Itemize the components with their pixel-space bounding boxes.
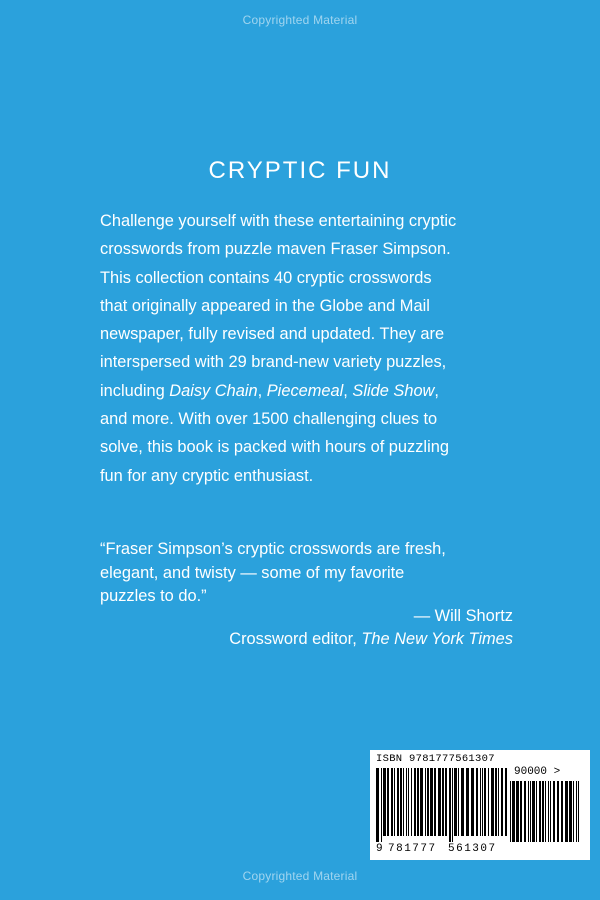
barcode-bar — [471, 768, 474, 836]
barcode-bar — [530, 781, 531, 842]
barcode-bar — [557, 781, 559, 842]
blurb-line: This collection contains 40 cryptic crosswords — [100, 268, 432, 287]
barcode-bar — [548, 781, 549, 842]
barcode-bar — [434, 768, 436, 836]
barcode-bar — [488, 768, 489, 836]
barcode-bar — [520, 781, 522, 842]
barcode-bar — [408, 768, 409, 836]
puzzle-title-daisy-chain: Daisy Chain — [169, 381, 258, 400]
barcode-bar — [550, 781, 551, 842]
book-title: CRYPTIC FUN — [208, 157, 392, 184]
barcode-bar — [495, 768, 497, 836]
barcode-bar — [569, 781, 572, 842]
barcode-bar — [545, 781, 546, 842]
barcode-bar — [505, 768, 507, 836]
role-publication: The New York Times — [361, 630, 513, 648]
barcode-bar — [578, 781, 579, 842]
barcode-bar — [536, 781, 537, 842]
ean13-bars — [376, 768, 508, 842]
blurb-line: crosswords from puzzle maven Fraser Simpson. — [100, 240, 451, 259]
barcode-bar — [482, 768, 483, 836]
barcode-bar — [427, 768, 429, 836]
barcode-bar — [425, 768, 426, 836]
barcode-bar — [376, 768, 379, 842]
barcode-bar — [458, 768, 459, 836]
barcode-bar — [414, 768, 416, 836]
barcode-bar — [510, 781, 511, 842]
blurb-line-puzzle-titles — [100, 377, 530, 405]
barcode-bar — [397, 768, 399, 836]
barcode-bar — [417, 768, 419, 836]
barcode-bar — [512, 781, 515, 842]
barcode-bar — [524, 781, 526, 842]
barcode-bar — [498, 768, 499, 836]
barcode-digits — [376, 843, 508, 855]
blurb-line: newspaper, fully revised and updated. They are — [100, 325, 445, 344]
barcode-bar — [480, 768, 481, 836]
barcode-bar — [394, 768, 395, 836]
barcode-bar — [561, 781, 563, 842]
barcode-bar — [461, 768, 464, 836]
blurb-line: fun for any cryptic enthusiast. — [100, 466, 314, 485]
isbn-label: ISBN 9781777561307 — [376, 753, 495, 765]
barcode-bar — [400, 768, 402, 836]
blurb-line: solve, this book is packed with hours of puzzling — [100, 438, 449, 457]
digit-group-right: 561307 — [448, 843, 497, 855]
barcode-bar — [528, 781, 529, 842]
quote-line: puzzles to do.” — [100, 587, 207, 605]
barcode-bar — [516, 781, 519, 842]
barcode-bar — [387, 768, 389, 836]
quote-line: “Fraser Simpson’s cryptic crosswords are fresh, — [100, 540, 446, 558]
barcode-bar — [484, 768, 486, 836]
blurb-line: interspersed with 29 brand-new variety puzzles, — [100, 353, 447, 372]
barcode-bar — [420, 768, 423, 836]
digit-group-left: 781777 — [388, 843, 437, 855]
barcode-bar — [411, 768, 412, 836]
barcode-bar — [391, 768, 393, 836]
quote-line: elegant, and twisty — some of my favorite — [100, 563, 405, 582]
quote-author: — Will Shortz — [413, 607, 513, 625]
blurb-line: Challenge yourself with these entertaining cryptic — [100, 212, 457, 230]
role-prefix: Crossword editor, — [229, 630, 362, 648]
digit-first: 9 — [376, 843, 383, 855]
blurb-separator: , — [343, 381, 353, 400]
description-blurb — [100, 207, 530, 490]
barcode-bar — [491, 768, 494, 836]
barcode-bar — [454, 768, 457, 836]
barcode-bar — [565, 781, 568, 842]
blurb-suffix: , — [434, 381, 439, 400]
watermark-top: Copyrighted Material — [242, 13, 358, 27]
endorsement-quote — [100, 538, 530, 609]
barcode-bar — [383, 768, 386, 836]
addon-bars — [510, 781, 582, 842]
barcode-bar — [445, 768, 447, 836]
barcode-bar — [539, 781, 541, 842]
isbn-barcode — [370, 750, 590, 860]
blurb-line: and more. With over 1500 challenging clues to — [100, 410, 438, 429]
barcode-bar — [442, 768, 444, 836]
barcode-bar — [438, 768, 441, 836]
barcode-bar — [532, 781, 535, 842]
barcode-bar — [449, 768, 451, 842]
quote-author-role — [229, 630, 513, 649]
barcode-bar — [381, 768, 382, 842]
barcode-bar — [406, 768, 407, 836]
barcode-bar — [466, 768, 469, 836]
barcode-bar — [430, 768, 433, 836]
barcode-bar — [542, 781, 544, 842]
puzzle-title-slide-show: Slide Show — [352, 381, 435, 400]
watermark-bottom: Copyrighted Material — [242, 869, 358, 883]
barcode-bar — [501, 768, 503, 836]
barcode-bar — [476, 768, 478, 836]
barcode-bar — [403, 768, 404, 836]
barcode-bar — [576, 781, 577, 842]
barcode-bar — [452, 768, 453, 842]
barcode-bar — [573, 781, 574, 842]
blurb-line: that originally appeared in the Globe and Mail — [100, 296, 430, 315]
price-code: 90000 > — [514, 766, 561, 778]
puzzle-title-piecemeal: Piecemeal — [266, 381, 344, 400]
blurb-separator: , — [257, 381, 267, 400]
blurb-prefix: including — [100, 381, 170, 400]
barcode-bar — [553, 781, 555, 842]
